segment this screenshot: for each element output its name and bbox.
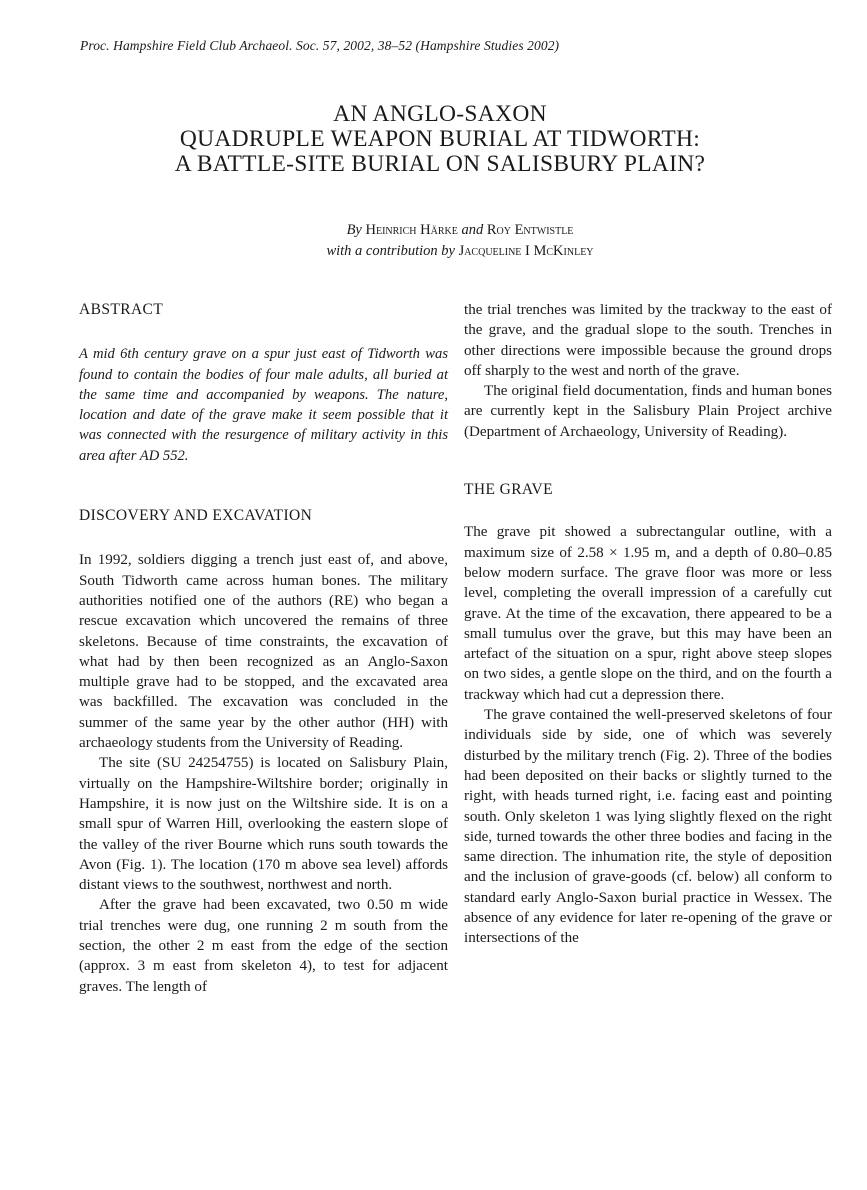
contribution-line [200, 241, 720, 262]
grave-heading: THE GRAVE [464, 481, 553, 499]
author-2: Roy Entwistle [486, 222, 574, 238]
archive-paragraph: The original field documentation, finds and human bones are currently kept in the Salisbury Plain Project archive (Department of Archaeology, University of Reading). [464, 383, 832, 440]
author-1: Heinrich Härke [365, 222, 458, 238]
discovery-paragraph-2: The site (SU 24254755) is located on Salisbury Plain, virtually on the Hampshire-Wiltshire border; originally in Hampshire, it is now just on the Wiltshire side. It is on a small spur of Warren Hill, overlooking the eastern slope of the valley of the river Bourne which runs south towards the Avon (Fig. 1). The location (170 m above sea level) affords distant views to the southwest, northwest and north. [79, 755, 448, 894]
discovery-paragraph-1: In 1992, soldiers digging a trench just east of, and above, South Tidworth came across human bones. The military authorities notified one of the authors (RE) who began a rescue excavation which uncovered the remains of three skeletons. Because of time constraints, the excavation of what had by then been recognized as an Anglo-Saxon multiple grave had to be stopped, and the excavated area was backfilled. The excavation was concluded in the summer of the same year by the other author (HH) with archaeology students from the University of Reading. [79, 552, 448, 752]
grave-paragraph-1: The grave pit showed a subrectangular outline, with a maximum size of 2.58 × 1.95 m, and a depth of 0.80–0.85 below modern surface. The grave floor was more or less level, completing the overall impression of a carefully cut grave. At the time of the excavation, there appeared to be a small tumulus over the grave, but this may have been an artefact of the situation on a spur, right above steep slopes on two sides, a gentle slope on the third, and on the fourth a trackway which had cut a depression there. [464, 524, 832, 703]
trial-trench-paragraph: the trial trenches was limited by the trackway to the east of the grave, and the gradual slope to the south. Trenches in other directions were impossible because the ground drops off sharply to the west and north of the grave. [464, 302, 832, 379]
discovery-paragraph-3: After the grave had been excavated, two 0.50 m wide trial trenches were dug, one running 2 m south from the section, the other 2 m east from the edge of the section (approx. 3 m east from skeleton 4), to test for adjacent graves. The length of [79, 897, 448, 995]
author-byline [200, 220, 720, 262]
contribution-label: with a contribution by [326, 243, 455, 259]
title-line-3: A BATTLE-SITE BURIAL ON SALISBURY PLAIN? [174, 151, 706, 177]
and-word: and [461, 222, 484, 238]
journal-citation: Proc. Hampshire Field Club Archaeol. Soc. 57, 2002, 38–52 (Hampshire Studies 2002) [80, 38, 560, 53]
abstract-heading: ABSTRACT [79, 301, 164, 318]
article-title [120, 102, 760, 177]
right-column [464, 300, 832, 949]
discovery-heading: DISCOVERY AND EXCAVATION [79, 507, 313, 525]
contributor: Jacqueline I McKinley [458, 243, 594, 259]
title-line-1: AN ANGLO-SAXON [333, 101, 547, 127]
grave-paragraph-2: The grave contained the well-preserved skeletons of four individuals side by side, one of which was severely disturbed by the military trench (Fig. 2). Three of the bodies had been deposited on their backs or slightly turned to the right, with heads turned right, i.e. facing east and pointing south. Only skeleton 1 was lying slightly flexed on the right side, turned towards the other three bodies and facing in the same direction. The inhumation rite, the style of deposition and the inclusion of grave-goods (cf. below) all conform to standard early Anglo-Saxon burial practice in Wessex. The absence of any evidence for later re-opening of the grave or intersections of the [464, 707, 832, 947]
author-line [200, 220, 720, 241]
title-line-2: QUADRUPLE WEAPON BURIAL AT TIDWORTH: [179, 126, 701, 152]
abstract-text: A mid 6th century grave on a spur just east of Tidworth was found to contain the bodies of four male adults, all buried at the same time and accompanied by weapons. The nature, location and date of the grave make it seem possible that it was connected with the resurgence of military activity in this area after AD 552. [79, 346, 448, 464]
by-word: By [346, 222, 362, 238]
left-column [79, 300, 448, 997]
